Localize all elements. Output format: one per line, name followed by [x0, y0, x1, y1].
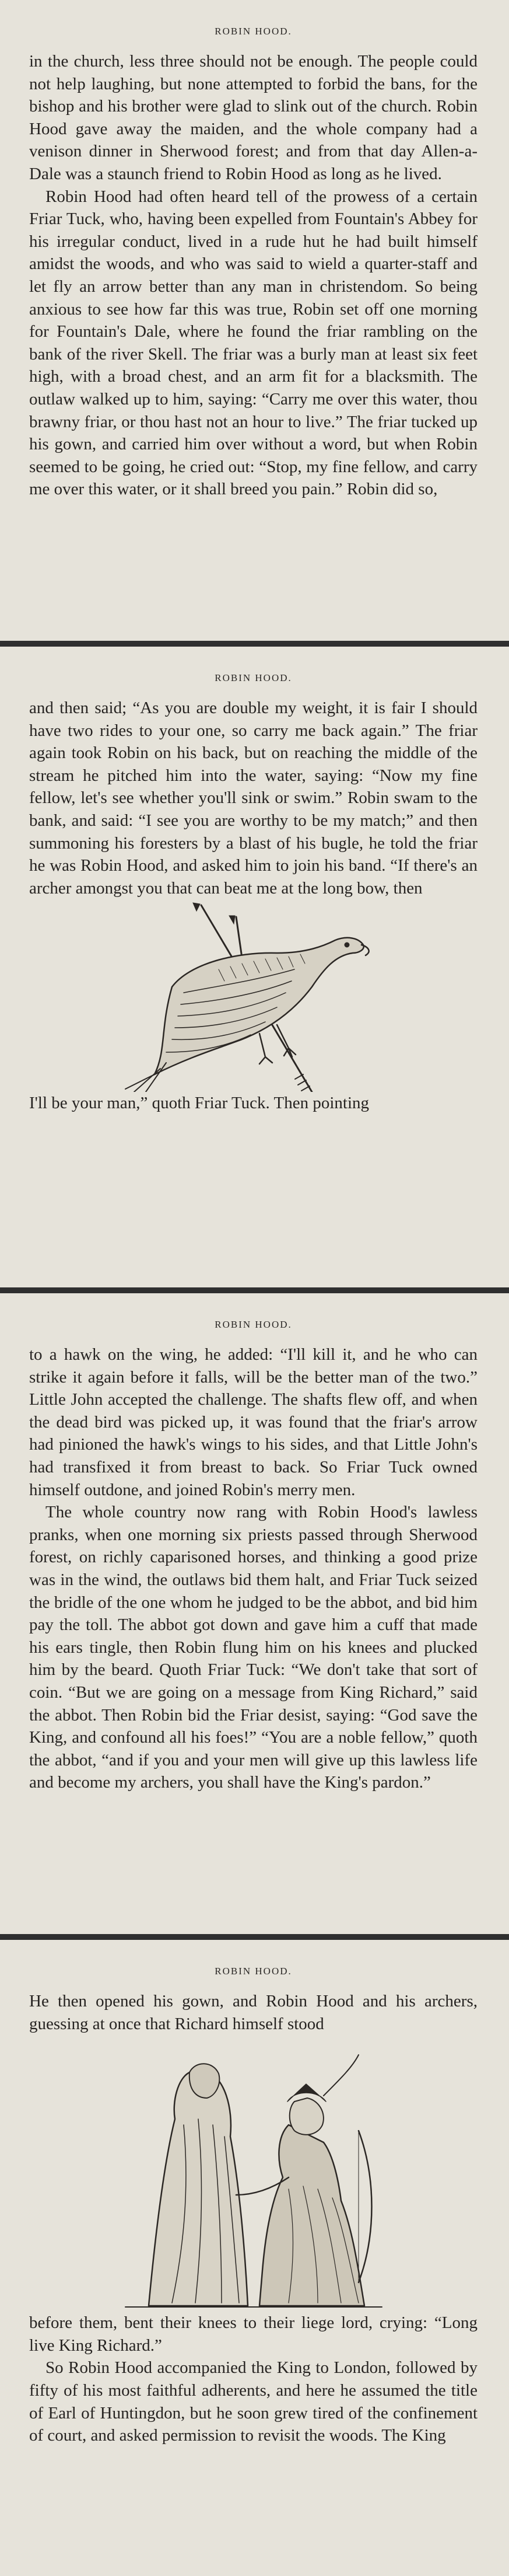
page-divider: [0, 1287, 509, 1293]
page-1: [0, 0, 509, 641]
paragraph: to a hawk on the wing, he added: “I'll kill it, and he who can strike it again before it falls, will be the better man of the two.” Little John accepted the challenge. The shafts flew off, and when the dead bird was picked up, it was found that the friar's arrow had pinioned the hawk's wings to his sides, and that Little John's had transfixed it from breast to back. So Friar Tuck owned himself outdone, and joined Robin's merry men.: [29, 1345, 478, 1499]
page-4: [0, 1940, 509, 2576]
paragraph: The whole country now rang with Robin Hood's lawless pranks, when one morning six priests passed through Sherwood forest, on richly caparisoned horses, and thinking a good prize was in the wind, the outlaws bid them halt, and Friar Tuck seized the bridle of the one whom he judged to be the abbot, and bid him pay the toll. The abbot got down and gave him a cuff that made his ears tingle, then Robin flung him on his knees and plucked him by the beard. Quoth Friar Tuck: “We don't take that sort of coin. “But we are going on a message from King Richard,” said the abbot. Then Robin bid the Friar desist, saying: “God save the King, and confound all his foes!” “You are a noble fellow,” quoth the abbot, “and if you and your men will give up this lawless life and become my archers, you shall have the King's pardon.”: [29, 1503, 478, 1792]
paragraph: I'll be your man,” quoth Friar Tuck. Then pointing: [29, 1094, 370, 1113]
paragraph: He then opened his gown, and Robin Hood and his archers, guessing at once that Richard himself stood: [29, 1992, 478, 2033]
paragraph: in the church, less three should not be enough. The people could not help laughing, but none attempted to forbid the bans, for the bishop and his brother were glad to slink out of the church. Robin Hood gave away the maiden, and the whole company had a venison dinner in Sherwood forest; and from that day Allen-a-Dale was a staunch friend to Robin Hood as long as he lived.: [29, 52, 478, 183]
paragraph: before them, bent their knees to their liege lord, crying: “Long live King Richard.”: [29, 2313, 478, 2355]
running-head: ROBIN HOOD.: [215, 672, 292, 683]
page-divider: [0, 641, 509, 647]
page-2: [0, 647, 509, 1287]
running-head: ROBIN HOOD.: [215, 26, 292, 37]
paragraph: So Robin Hood accompanied the King to London, followed by fifty of his most faithful adherents, and here he assumed the title of Earl of Huntingdon, but he soon grew tired of the confinement of court, and asked permission to revisit the woods. The King: [29, 2358, 478, 2445]
paragraph: Robin Hood had often heard tell of the prowess of a certain Friar Tuck, who, having been expelled from Fountain's Abbey for his irregular conduct, lived in a rude hut he had built himself amidst the woods, and who was said to wield a quarter-staff and let fly an arrow better than any man in christendom. So being anxious to see how far this was true, Robin set off one morning for Fountain's Dale, where he found the friar rambling on the bank of the river Skell. The friar was a burly man at least six feet high, with a broad chest, and an arm fit for a blacksmith. The outlaw walked up to him, saying: “Carry me over this water, thou brawny friar, or thou hast not an hour to live.” The friar tucked up his gown, and carried him over without a word, but when Robin seemed to be going, he cried out: “Stop, my fine fellow, and carry me over this water, or it shall breed you pain.” Robin did so,: [29, 187, 478, 499]
page-3: [0, 1293, 509, 1934]
kneeling-illustration: [102, 2037, 405, 2312]
running-head: ROBIN HOOD.: [215, 1319, 292, 1330]
page-divider: [0, 1934, 509, 1940]
hawk-illustration: [102, 899, 405, 1092]
paragraph: and then said; “As you are double my weight, it is fair I should have two rides to your one, so carry me back again.” The friar again took Robin on his back, but on reaching the middle of the stream he pitched him into the water, saying: “Now my fine fellow, let's see whether you'll sink or swim.” Robin swam to the bank, and said: “I see you are worthy to be my match;” and then summoning his foresters by a blast of his bugle, he told the friar he was Robin Hood, and asked him to join his band. “If there's an archer amongst you that can beat me at the long bow, then: [29, 699, 478, 898]
running-head: ROBIN HOOD.: [215, 1966, 292, 1977]
